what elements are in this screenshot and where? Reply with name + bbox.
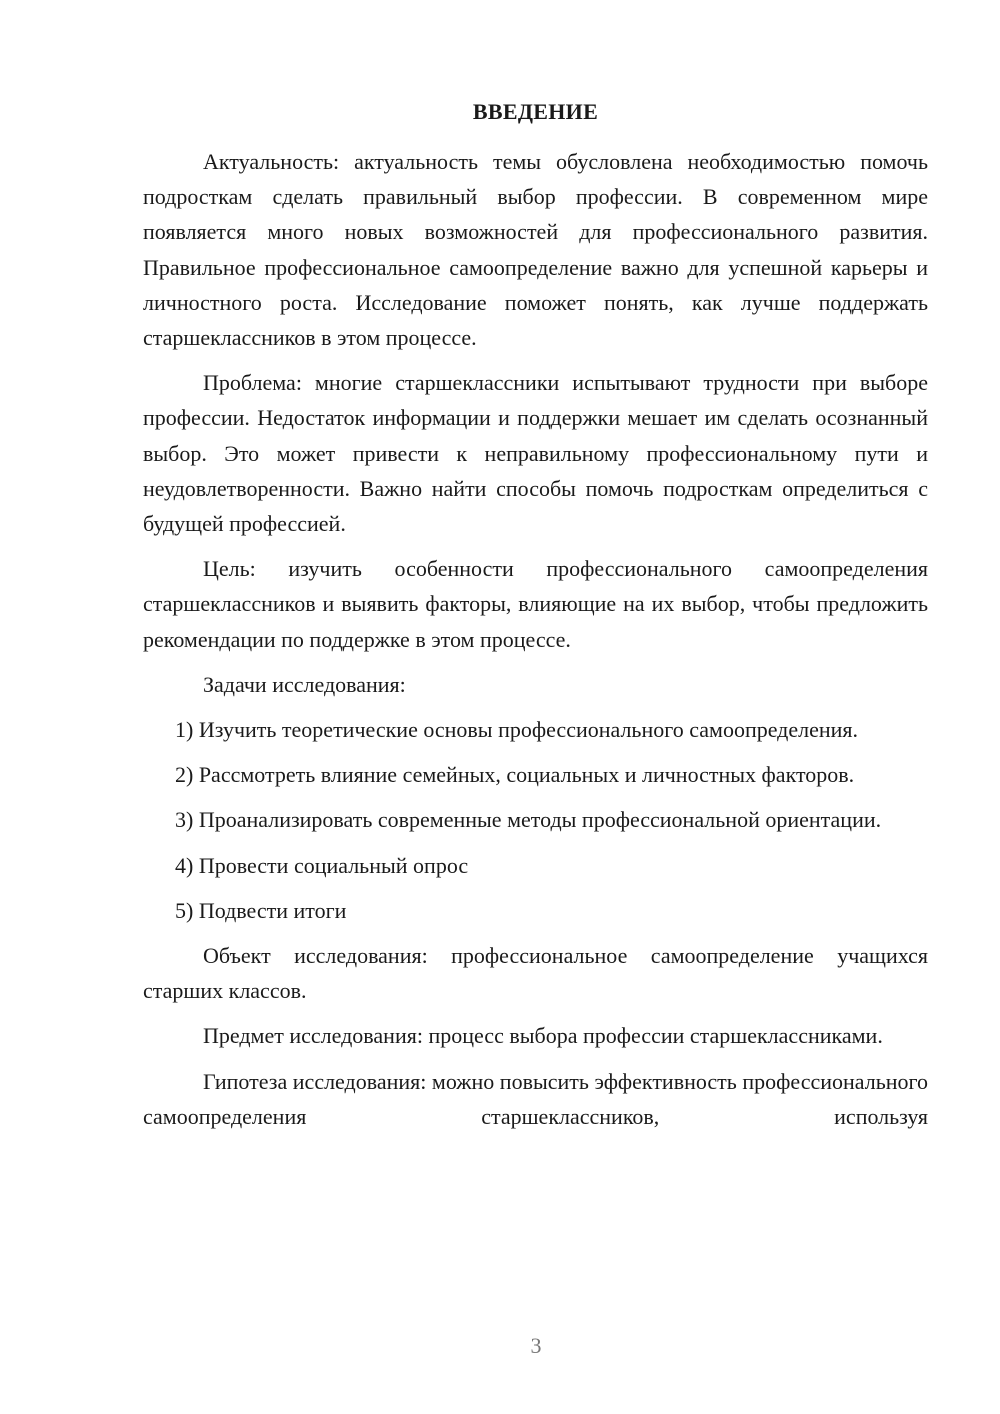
section-title: ВВЕДЕНИЕ (472, 99, 599, 124)
task-item-3: 3) Проанализировать современные методы профессиональной ориентации. (175, 807, 882, 833)
relevance-paragraph: Актуальность: актуальность темы обусловлена необходимостью помочь подросткам сделать правильный выбор профессии. В современном мире появляется много новых возможностей для профессионального развития. Правильное профессиональное самоопределение важно для успешной карьеры и личностного роста. Исследование поможет понять, как лучше поддержать старшеклассников в этом процессе. (143, 149, 928, 351)
task-item-1: 1) Изучить теоретические основы профессионального самоопределения. (175, 717, 859, 743)
task-item-5: 5) Подвести итоги (175, 897, 347, 923)
hypothesis-paragraph: Гипотеза исследования: можно повысить эффективность профессионального самоопределения старшеклассников, используя (143, 1068, 928, 1129)
problem-paragraph: Проблема: многие старшеклассники испытывают трудности при выборе профессии. Недостаток информации и поддержки мешает им сделать осознанный выбор. Это может привести к неправильному профессиональному пути и неудовлетворенности. Важно найти способы помочь подросткам определиться с будущей профессией. (143, 370, 928, 537)
subject-paragraph: Предмет исследования: процесс выбора профессии старшеклассниками. (203, 1023, 883, 1049)
object-paragraph: Объект исследования: профессиональное самоопределение учащихся старших классов. (143, 943, 928, 1004)
task-item-2: 2) Рассмотреть влияние семейных, социальных и личностных факторов. (175, 762, 855, 788)
tasks-heading: Задачи исследования: (203, 671, 406, 697)
task-item-4: 4) Провести социальный опрос (175, 852, 469, 878)
page-number: 3 (530, 1333, 542, 1358)
goal-paragraph: Цель: изучить особенности профессионального самоопределения старшеклассников и выявить факторы, влияющие на их выбор, чтобы предложить рекомендации по поддержке в этом процессе. (143, 556, 928, 652)
page-content (143, 94, 928, 1144)
